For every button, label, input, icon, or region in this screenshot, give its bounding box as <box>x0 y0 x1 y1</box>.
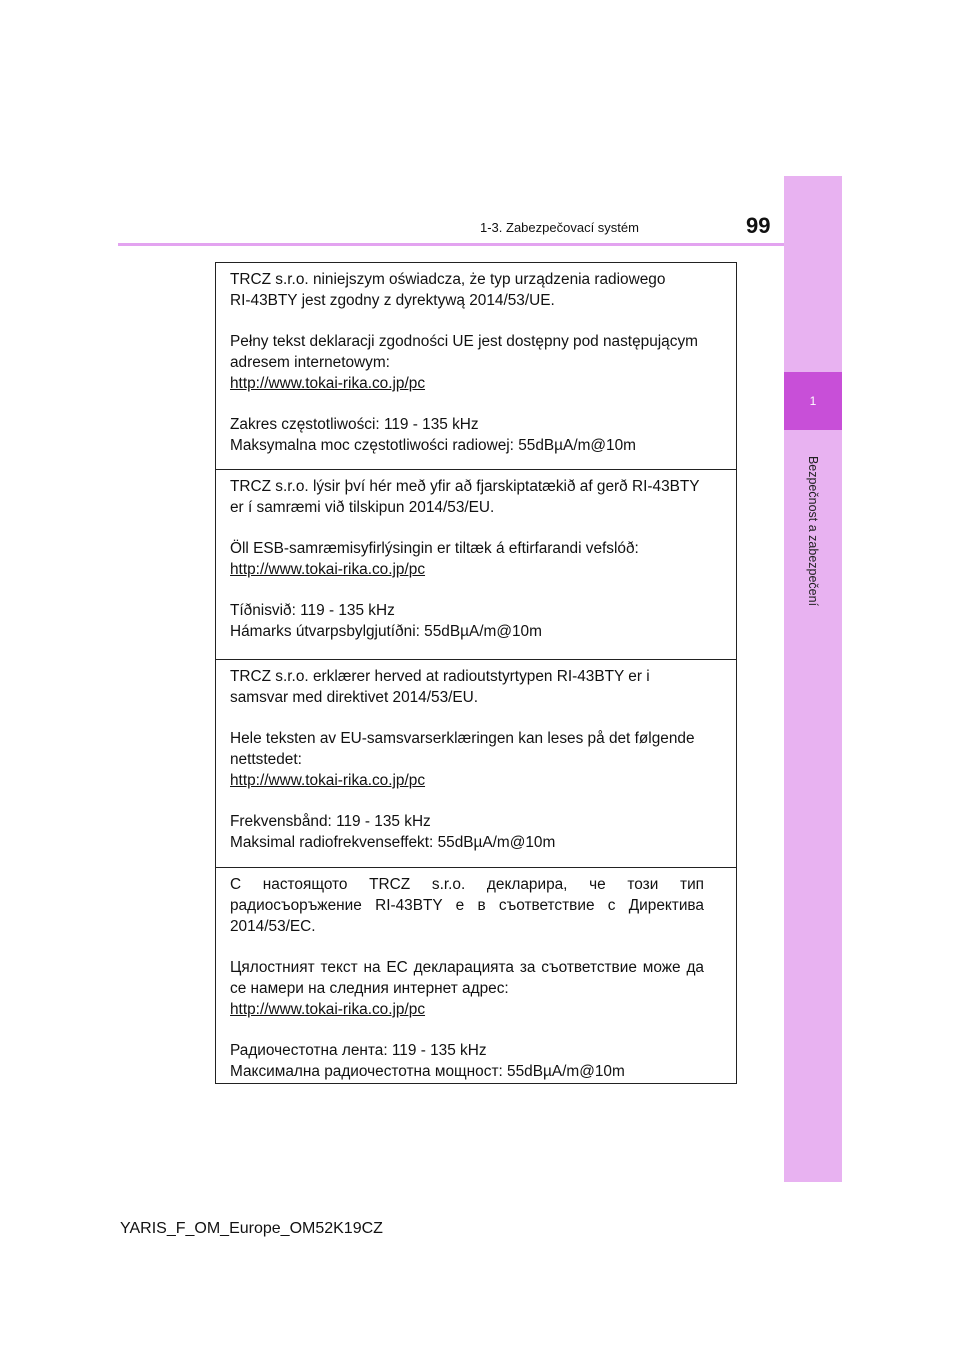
section-specs <box>230 414 704 456</box>
side-tab-title: Bezpečnost a zabezpečení <box>806 455 820 607</box>
section-info <box>230 728 704 791</box>
declaration-box <box>215 262 737 1084</box>
text-line: Hele teksten av EU-samsvarserklæringen kan leses på det følgende <box>230 730 695 747</box>
text-line: TRCZ s.r.o. lýsir því hér með yfir að fjarskiptatækið af gerð RI-43BTY <box>230 478 700 495</box>
section-intro <box>230 269 704 311</box>
section-intro-line: 2014/53/ЕС. <box>230 918 316 935</box>
text-line: Maksimal radiofrekvenseffekt: 55dBµA/m@10m <box>230 834 556 851</box>
text-line: Pełny tekst deklaracji zgodności UE jest dostępny pod następującym <box>230 333 698 350</box>
side-tab-strip <box>784 176 842 1182</box>
declaration-section-polish <box>216 263 736 469</box>
section-info-line: Цялостният текст на ЕС декларацията за съответствие може да <box>230 959 704 976</box>
text-line: Hámarks útvarpsbylgjutíðni: 55dBµA/m@10m <box>230 623 542 640</box>
text-line: RI-43BTY jest zgodny z dyrektywą 2014/53/UE. <box>230 292 555 309</box>
text-line: Frekvensbånd: 119 - 135 kHz <box>230 813 431 830</box>
section-info <box>230 331 704 394</box>
header-section-title: 1-3. Zabezpečovací systém <box>480 220 639 235</box>
section-specs-line: Максимална радиочестотна мощност: 55dBµA/m@10m <box>230 1063 625 1080</box>
section-specs <box>230 811 704 853</box>
text-line: nettstedet: <box>230 751 302 768</box>
section-intro-line: радиосъоръжение RI-43BTY е в съответствие с Директива <box>230 897 704 914</box>
header-divider <box>118 243 842 246</box>
side-tab-chapter-number: 1 <box>809 394 817 408</box>
side-tab-title-wrap <box>784 436 842 626</box>
declaration-section-bulgarian <box>216 867 736 1083</box>
declaration-section-norwegian <box>216 659 736 867</box>
section-intro <box>230 476 704 518</box>
declaration-url-link[interactable]: http://www.tokai-rika.co.jp/pc <box>230 1001 426 1018</box>
section-info-line: се намери на следния интернет адрес: <box>230 980 509 997</box>
side-tab-chapter[interactable] <box>784 372 842 430</box>
declaration-url-link[interactable]: http://www.tokai-rika.co.jp/pc <box>230 772 426 789</box>
text-line: TRCZ s.r.o. niniejszym oświadcza, że typ urządzenia radiowego <box>230 271 666 288</box>
text-line: er í samræmi við tilskipun 2014/53/EU. <box>230 499 495 516</box>
page-number: 99 <box>746 213 771 238</box>
text-line: Maksymalna moc częstotliwości radiowej: 55dBµA/m@10m <box>230 437 636 454</box>
document-code: YARIS_F_OM_Europe_OM52K19CZ <box>120 1220 383 1237</box>
section-specs-line: Радиочестотна лента: 119 - 135 kHz <box>230 1042 487 1059</box>
text-line: samsvar med direktivet 2014/53/EU. <box>230 689 479 706</box>
text-line: adresem internetowym: <box>230 354 390 371</box>
section-intro <box>230 666 704 708</box>
section-intro-line: С настоящото TRCZ s.r.o. декларира, че този тип <box>230 876 704 893</box>
declaration-url-link[interactable]: http://www.tokai-rika.co.jp/pc <box>230 375 426 392</box>
text-line: TRCZ s.r.o. erklærer herved at radioutstyrtypen RI-43BTY er i <box>230 668 650 685</box>
section-info-line <box>230 999 704 1020</box>
declaration-section-icelandic <box>216 469 736 659</box>
text-line: Zakres częstotliwości: 119 - 135 kHz <box>230 416 479 433</box>
text-line: Tíðnisvið: 119 - 135 kHz <box>230 602 395 619</box>
section-info <box>230 538 704 580</box>
declaration-url-link[interactable]: http://www.tokai-rika.co.jp/pc <box>230 561 426 578</box>
text-line: Öll ESB-samræmisyfirlýsingin er tiltæk á eftirfarandi vefslóð: <box>230 540 639 557</box>
section-specs <box>230 600 704 642</box>
